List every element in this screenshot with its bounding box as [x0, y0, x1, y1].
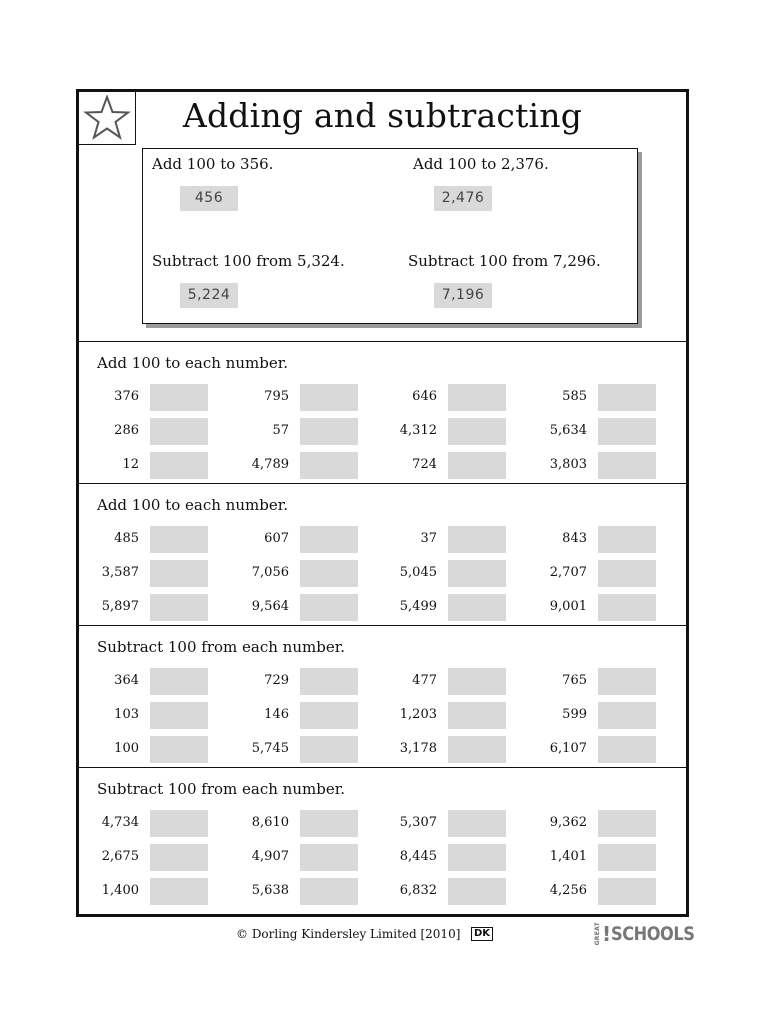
problem-number: 6,107 [549, 741, 587, 756]
answer-box[interactable] [150, 560, 208, 587]
answer-box[interactable] [448, 384, 506, 411]
answer-box[interactable] [598, 844, 656, 871]
answer-box[interactable] [150, 844, 208, 871]
problem-number: 646 [412, 389, 437, 404]
example-question: Subtract 100 from 5,324. [152, 252, 345, 270]
problem-number: 9,001 [549, 599, 587, 614]
answer-box[interactable] [448, 560, 506, 587]
answer-box[interactable] [598, 702, 656, 729]
dk-logo: DK [471, 927, 493, 941]
problem-number: 795 [264, 389, 289, 404]
copyright-text: © Dorling Kindersley Limited [2010] [236, 927, 461, 941]
answer-box[interactable] [598, 594, 656, 621]
problem-number: 729 [264, 673, 289, 688]
problem-number: 376 [114, 389, 139, 404]
problem-number: 3,178 [399, 741, 437, 756]
answer-box[interactable] [150, 668, 208, 695]
example-answer: 7,196 [434, 283, 492, 308]
answer-box[interactable] [300, 844, 358, 871]
problem-number: 2,675 [101, 849, 139, 864]
answer-box[interactable] [448, 526, 506, 553]
section-title: Subtract 100 from each number. [97, 780, 345, 798]
problem-number: 8,610 [251, 815, 289, 830]
answer-box[interactable] [150, 878, 208, 905]
problem-number: 8,445 [399, 849, 437, 864]
problem-number: 4,907 [251, 849, 289, 864]
section-title: Add 100 to each number. [97, 354, 288, 372]
greatschools-logo [594, 922, 709, 946]
problem-number: 5,307 [399, 815, 437, 830]
worksheet [76, 89, 689, 917]
problem-number: 6,832 [399, 883, 437, 898]
logo-great-text: GREAT [594, 922, 601, 946]
answer-box[interactable] [448, 878, 506, 905]
problem-number: 37 [420, 531, 437, 546]
problem-number: 599 [562, 707, 587, 722]
problem-number: 1,203 [399, 707, 437, 722]
problem-number: 5,897 [101, 599, 139, 614]
problem-number: 4,734 [101, 815, 139, 830]
answer-box[interactable] [300, 526, 358, 553]
answer-box[interactable] [300, 594, 358, 621]
answer-box[interactable] [300, 702, 358, 729]
answer-box[interactable] [150, 526, 208, 553]
problem-number: 364 [114, 673, 139, 688]
answer-box[interactable] [300, 384, 358, 411]
problem-number: 4,312 [399, 423, 437, 438]
section-title: Subtract 100 from each number. [97, 638, 345, 656]
answer-box[interactable] [150, 702, 208, 729]
problem-number: 2,707 [549, 565, 587, 580]
problem-number: 607 [264, 531, 289, 546]
answer-box[interactable] [448, 668, 506, 695]
answer-box[interactable] [300, 810, 358, 837]
answer-box[interactable] [448, 594, 506, 621]
problem-number: 3,803 [549, 457, 587, 472]
problem-number: 477 [412, 673, 437, 688]
answer-box[interactable] [598, 736, 656, 763]
answer-box[interactable] [150, 594, 208, 621]
exercise-section [79, 483, 686, 625]
example-answer: 2,476 [434, 186, 492, 211]
section-title: Add 100 to each number. [97, 496, 288, 514]
exercise-section [79, 341, 686, 483]
problem-number: 724 [412, 457, 437, 472]
answer-box[interactable] [598, 384, 656, 411]
answer-box[interactable] [598, 668, 656, 695]
problem-number: 286 [114, 423, 139, 438]
answer-box[interactable] [300, 668, 358, 695]
problem-number: 57 [272, 423, 289, 438]
answer-box[interactable] [598, 452, 656, 479]
problem-number: 5,638 [251, 883, 289, 898]
answer-box[interactable] [300, 736, 358, 763]
exercise-section [79, 625, 686, 767]
problem-number: 3,587 [101, 565, 139, 580]
problem-number: 9,564 [251, 599, 289, 614]
page-title: Adding and subtracting [182, 96, 583, 135]
example-question: Subtract 100 from 7,296. [408, 252, 601, 270]
answer-box[interactable] [448, 844, 506, 871]
exercise-section [79, 767, 686, 909]
answer-box[interactable] [150, 736, 208, 763]
example-box [142, 148, 638, 324]
problem-number: 5,634 [549, 423, 587, 438]
example-answer: 456 [180, 186, 238, 211]
problem-number: 9,362 [549, 815, 587, 830]
answer-box[interactable] [150, 452, 208, 479]
example-question: Add 100 to 2,376. [413, 155, 549, 173]
problem-number: 12 [122, 457, 139, 472]
problem-number: 103 [114, 707, 139, 722]
problem-number: 485 [114, 531, 139, 546]
problem-number: 100 [114, 741, 139, 756]
answer-box[interactable] [448, 702, 506, 729]
problem-number: 5,499 [399, 599, 437, 614]
answer-box[interactable] [598, 878, 656, 905]
answer-box[interactable] [598, 810, 656, 837]
answer-box[interactable] [448, 418, 506, 445]
problem-number: 1,400 [101, 883, 139, 898]
answer-box[interactable] [598, 418, 656, 445]
answer-box[interactable] [150, 384, 208, 411]
problem-number: 1,401 [549, 849, 587, 864]
answer-box[interactable] [598, 560, 656, 587]
logo-bang: ! [602, 922, 612, 946]
problem-number: 765 [562, 673, 587, 688]
problem-number: 585 [562, 389, 587, 404]
problem-number: 843 [562, 531, 587, 546]
problem-number: 4,256 [549, 883, 587, 898]
answer-box[interactable] [598, 526, 656, 553]
problem-number: 5,745 [251, 741, 289, 756]
answer-box[interactable] [150, 418, 208, 445]
problem-number: 4,789 [251, 457, 289, 472]
answer-box[interactable] [300, 418, 358, 445]
problem-number: 5,045 [399, 565, 437, 580]
answer-box[interactable] [448, 810, 506, 837]
answer-box[interactable] [150, 810, 208, 837]
answer-box[interactable] [300, 560, 358, 587]
answer-box[interactable] [448, 736, 506, 763]
problem-number: 7,056 [251, 565, 289, 580]
problem-number: 146 [264, 707, 289, 722]
logo-schools-text: SCHOOLS [611, 923, 695, 945]
example-question: Add 100 to 356. [152, 155, 274, 173]
example-answer: 5,224 [180, 283, 238, 308]
answer-box[interactable] [300, 452, 358, 479]
answer-box[interactable] [448, 452, 506, 479]
answer-box[interactable] [300, 878, 358, 905]
